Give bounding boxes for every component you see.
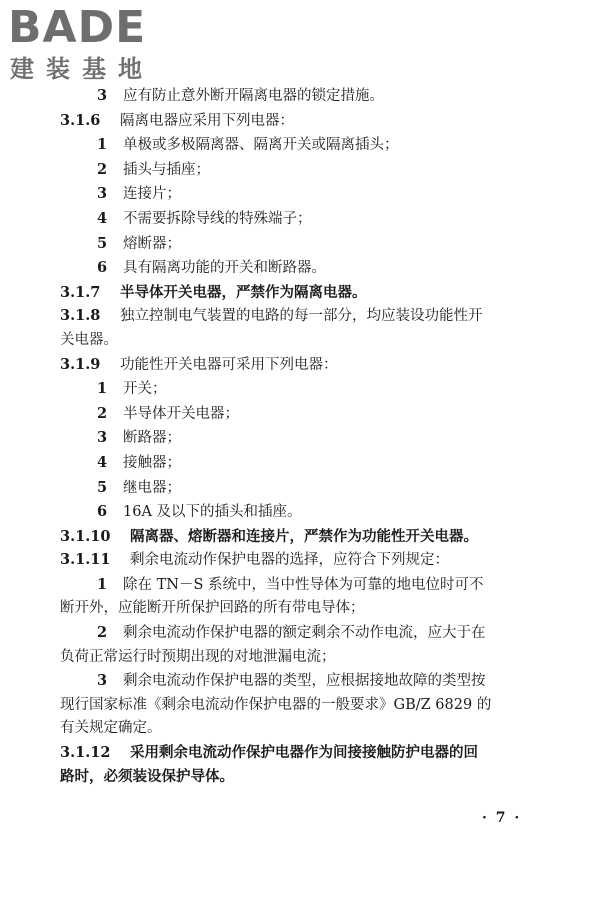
clause-3-1-9: 3.1.9 功能性开关电器可采用下列电器： (60, 355, 338, 373)
clause-3-1-12: 3.1.12 采用剩余电流动作保护电器作为间接接触防护电器的回 (60, 744, 478, 762)
clause-continuation: 关电器。 (60, 331, 118, 348)
list-item: 1 开关； (97, 380, 167, 398)
page-number: · 7 · (482, 810, 522, 826)
list-item: 5 继电器； (97, 478, 181, 496)
clause-3-1-7: 3.1.7 半导体开关电器，严禁作为隔离电器。 (60, 283, 367, 301)
list-item: 4 接触器； (97, 453, 181, 471)
clause-3-1-10: 3.1.10 隔离器、熔断器和连接片，严禁作为功能性开关电器。 (60, 527, 478, 545)
list-item: 3 断路器； (97, 429, 181, 447)
clause-continuation: 断开外，应能断开所保护回路的所有带电导体； (60, 600, 365, 617)
list-item: 1 单极或多极隔离器、隔离开关或隔离插头； (97, 136, 399, 154)
logo-brand: BADE (8, 2, 147, 53)
list-item: 5 熔断器； (97, 234, 181, 252)
clause-continuation: 现行国家标准《剩余电流动作保护电器的一般要求》GB/Z 6829 的 (60, 696, 492, 713)
list-item: 3 连接片； (97, 185, 181, 203)
clause-continuation: 有关规定确定。 (60, 720, 162, 737)
clause-continuation: 路时，必须装设保护导体。 (60, 767, 234, 785)
list-item: 2 插头与插座； (97, 160, 210, 178)
list-item: 3 剩余电流动作保护电器的类型，应根据接地故障的类型按 (97, 672, 486, 690)
logo-subtitle: 建装基地 (10, 55, 154, 83)
clause-3-1-11: 3.1.11 剩余电流动作保护电器的选择，应符合下列规定： (60, 551, 449, 569)
document-body (60, 84, 550, 788)
list-item: 1 除在 TN－S 系统中，当中性导体为可靠的地电位时可不 (97, 575, 484, 593)
clause-3-1-8: 3.1.8 独立控制电气装置的电路的每一部分，均应装设功能性开 (60, 307, 483, 325)
clause-continuation: 负荷正常运行时预期出现的对地泄漏电流； (60, 648, 336, 665)
list-item: 4 不需要拆除导线的特殊端子； (97, 209, 312, 227)
list-item: 6 具有隔离功能的开关和断路器。 (97, 259, 326, 277)
list-item: 3 应有防止意外断开隔离电器的锁定措施。 (97, 87, 384, 104)
clause-3-1-6: 3.1.6 隔离电器应采用下列电器： (60, 111, 294, 129)
list-item: 2 半导体开关电器； (97, 404, 239, 422)
bade-logo (8, 4, 173, 84)
list-item: 6 16A 及以下的插头和插座。 (97, 503, 302, 521)
list-item: 2 剩余电流动作保护电器的额定剩余不动作电流，应大于在 (97, 624, 486, 642)
